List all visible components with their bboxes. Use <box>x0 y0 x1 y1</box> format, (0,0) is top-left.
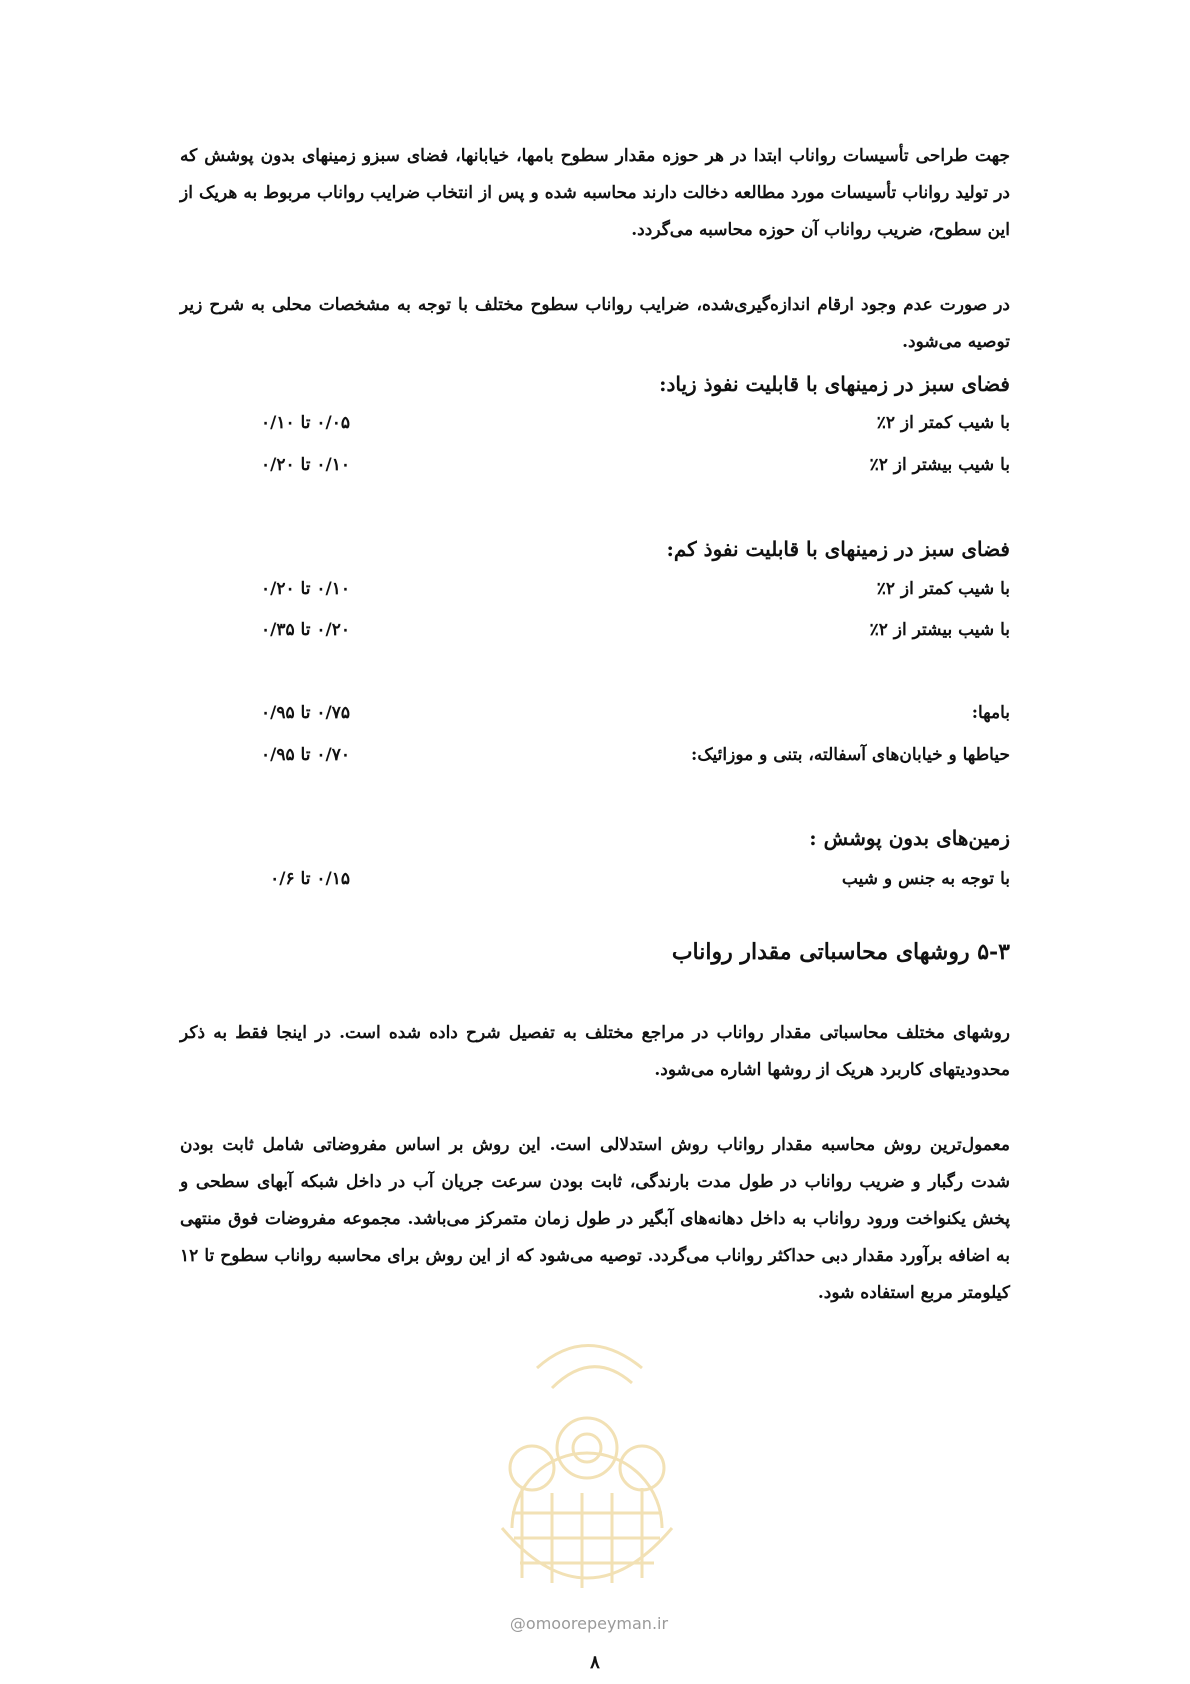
row-label: با شیب کمتر از ۲٪ <box>876 413 1010 433</box>
row-label: با شیب کمتر از ۲٪ <box>876 579 1010 599</box>
row-value: ۰/۱۰ تا ۰/۲۰ <box>261 455 350 475</box>
row-value: ۰/۲۰ تا ۰/۳۵ <box>261 620 350 640</box>
row-value: ۰/۷۵ تا ۰/۹۵ <box>261 703 350 723</box>
coefficient-row <box>180 620 1010 650</box>
paragraph-measured-values: در صورت عدم وجود ارقام اندازه‌گیری‌شده، ضرایب رواناب سطوح مختلف با توجه به مشخصات محلی به شرح زیر توصیه می‌شود. <box>180 295 1010 352</box>
heading-green-low-permeability: فضای سبز در زمینهای با قابلیت نفوذ کم: <box>666 537 1010 561</box>
row-label: با شیب بیشتر از ۲٪ <box>869 620 1010 640</box>
heading-green-high-permeability: فضای سبز در زمینهای با قابلیت نفوذ زیاد: <box>659 372 1010 396</box>
row-value: ۰/۱۵ تا ۰/۶ <box>270 869 350 889</box>
row-label: بامها: <box>971 703 1010 723</box>
paragraph-methods: روشهای مختلف محاسباتی مقدار رواناب در مراجع مختلف به تفصیل شرح داده شده است. در اینجا فقط به ذکر محدودیتهای کاربرد هریک از روشها اشاره می‌شود. <box>180 1023 1010 1080</box>
paragraph-rational-method: معمول‌ترین روش محاسبه مقدار رواناب روش استدلالی است. این روش بر اساس مفروضاتی شامل ثابت بودن شدت رگبار و ضریب رواناب در طول مدت بارندگی، ثابت بودن سرعت جریان آب در داخل شبکه آبهای سطحی و پخش یکنواخت ورود رواناب به داخل دهانه‌های آبگیر در طول زمان متمرکز می‌باشد. مجموعه مفروضات فوق منتهی به اضافه برآورد مقدار دبی حداکثر رواناب می‌گردد. توصیه می‌شود که از این روش برای محاسبه رواناب سطوح تا ۱۲ کیلومتر مربع استفاده شود. <box>180 1135 1010 1303</box>
section-heading: ۵-۳ روشهای محاسباتی مقدار رواناب <box>671 939 1010 965</box>
coefficient-row <box>180 869 1010 899</box>
coefficient-row-roofs <box>180 703 1010 733</box>
row-value: ۰/۱۰ تا ۰/۲۰ <box>261 579 350 599</box>
coefficient-row-yards <box>180 745 1010 775</box>
coefficient-row <box>180 413 1010 443</box>
row-value: ۰/۷۰ تا ۰/۹۵ <box>261 745 350 765</box>
heading-bare-land: زمین‌های بدون پوشش : <box>809 826 1010 850</box>
row-label: با توجه به جنس و شیب <box>841 869 1010 889</box>
paragraph-surface-areas: جهت طراحی تأسیسات رواناب ابتدا در هر حوزه مقدار سطوح بامها، خیابانها، فضای سبزو زمینهای بدون پوشش که در تولید رواناب تأسیسات مورد مطالعه دخالت دارند محاسبه شده و پس از انتخاب ضرایب رواناب مربوط به هریک از این سطوح، ضریب رواناب آن حوزه محاسبه می‌گردد. <box>180 146 1010 240</box>
row-label: حیاطها و خیابان‌های آسفالته، بتنی و موزائیک: <box>691 745 1010 765</box>
row-label: با شیب بیشتر از ۲٪ <box>869 455 1010 475</box>
row-value: ۰/۰۵ تا ۰/۱۰ <box>261 413 350 433</box>
page-number: ۸ <box>590 1652 600 1673</box>
watermark-url: @omoorepeyman.ir <box>509 1614 669 1633</box>
watermark-logo <box>482 1328 692 1628</box>
coefficient-row <box>180 455 1010 485</box>
coefficient-row <box>180 579 1010 609</box>
